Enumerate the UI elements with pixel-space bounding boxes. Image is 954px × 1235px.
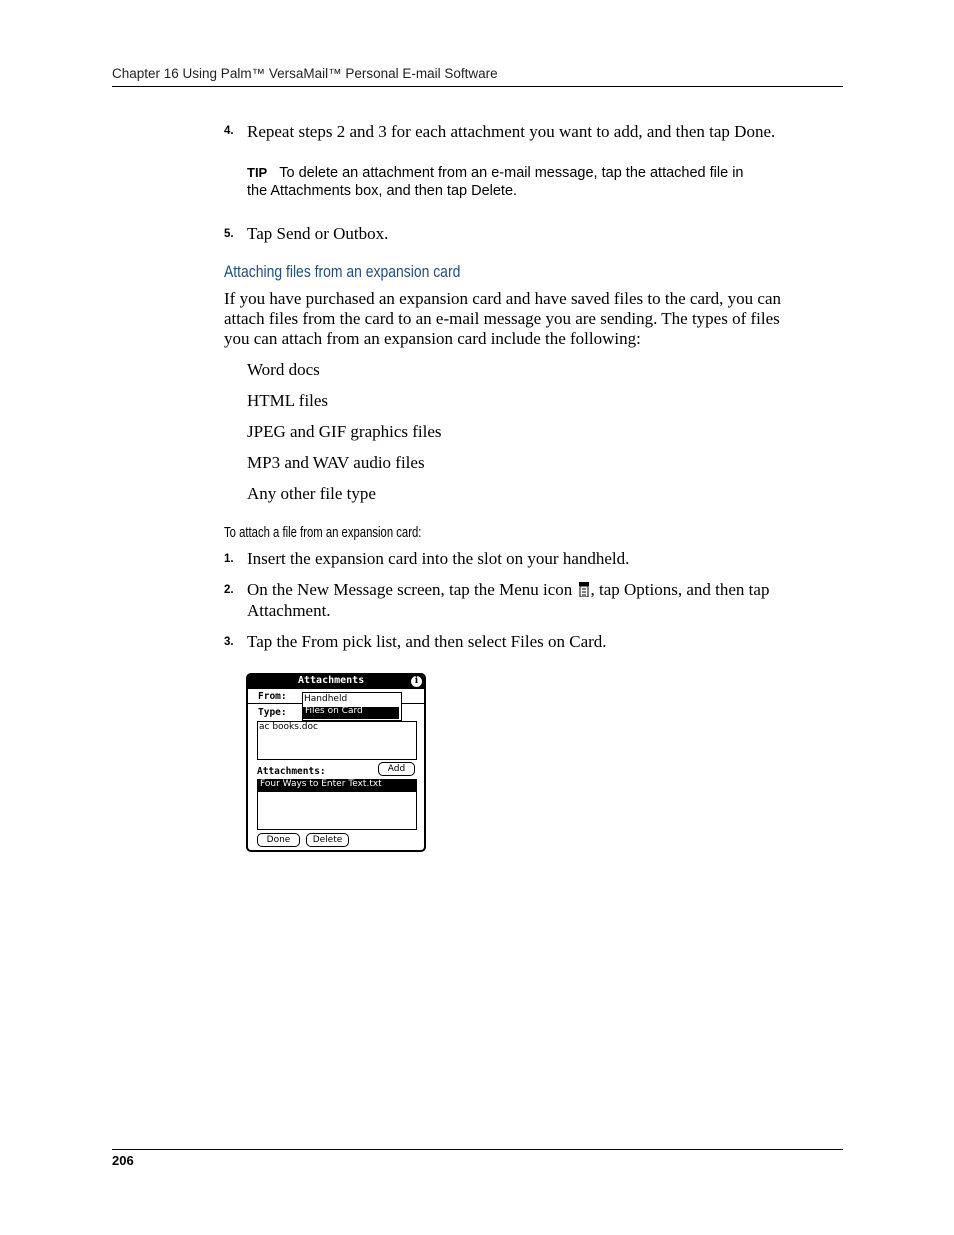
info-icon[interactable]: i bbox=[411, 676, 422, 687]
proc-step-3-number: 3. bbox=[224, 636, 234, 648]
proc-step-2-text-a: On the New Message screen, tap the Menu icon bbox=[247, 580, 573, 599]
done-button[interactable]: Done bbox=[257, 833, 300, 847]
proc-step-2-number: 2. bbox=[224, 584, 234, 596]
section-heading: Attaching files from an expansion card bbox=[224, 262, 461, 281]
attachment-list-item[interactable]: Four Ways to Enter Text.txt bbox=[260, 779, 382, 789]
tip-line-2: the Attachments box, and then tap Delete. bbox=[247, 183, 518, 199]
from-label: From: bbox=[258, 691, 287, 702]
file-type-item: MP3 and WAV audio files bbox=[247, 453, 425, 472]
page-number: 206 bbox=[112, 1153, 134, 1168]
file-type-item: Word docs bbox=[247, 360, 320, 379]
type-label: Type: bbox=[258, 707, 287, 718]
proc-step-1-text: Insert the expansion card into the slot on your handheld. bbox=[247, 549, 630, 568]
running-header: Chapter 16 Using Palm™ VersaMail™ Personal E-mail Software bbox=[112, 66, 498, 81]
menu-icon bbox=[579, 582, 589, 597]
proc-step-3-text: Tap the From pick list, and then select Files on Card. bbox=[247, 632, 607, 651]
attachments-screenshot bbox=[246, 673, 426, 852]
tip-label: TIP bbox=[247, 165, 268, 180]
intro-line-1: If you have purchased an expansion card and have saved files to the card, you can bbox=[224, 289, 781, 308]
screen-title: Attachments bbox=[298, 675, 365, 686]
tip-text-1: To delete an attachment from an e-mail message, tap the attached file in bbox=[279, 165, 744, 181]
proc-step-2-line-2: Attachment. bbox=[247, 601, 331, 620]
intro-line-3: you can attach from an expansion card include the following: bbox=[224, 329, 641, 348]
pick-list-option-handheld[interactable]: Handheld bbox=[304, 694, 348, 704]
file-type-item: HTML files bbox=[247, 391, 329, 410]
step-4-text: Repeat steps 2 and 3 for each attachment you want to add, and then tap Done. bbox=[247, 122, 776, 141]
pick-list-option-files-on-card[interactable]: Files on Card bbox=[305, 706, 363, 716]
add-button[interactable]: Add bbox=[378, 762, 415, 776]
file-type-item: Any other file type bbox=[247, 484, 376, 503]
step-5-number: 5. bbox=[224, 228, 234, 240]
file-type-item: JPEG and GIF graphics files bbox=[247, 422, 442, 441]
proc-step-2-line-1 bbox=[247, 579, 769, 600]
attachments-label: Attachments: bbox=[257, 766, 326, 777]
tip-line-1 bbox=[247, 163, 744, 184]
footer-rule bbox=[112, 1149, 843, 1150]
delete-button[interactable]: Delete bbox=[306, 833, 349, 847]
proc-step-1-number: 1. bbox=[224, 553, 234, 565]
file-list-item[interactable]: ac books.doc bbox=[259, 722, 318, 732]
header-rule bbox=[112, 86, 843, 87]
intro-paragraph bbox=[224, 289, 781, 349]
intro-line-2: attach files from the card to an e-mail message you are sending. The types of files bbox=[224, 309, 780, 328]
procedure-heading: To attach a file from an expansion card: bbox=[224, 525, 422, 541]
proc-step-2-text-b: , tap Options, and then tap bbox=[590, 580, 770, 599]
step-4-number: 4. bbox=[224, 125, 234, 137]
step-5-text: Tap Send or Outbox. bbox=[247, 224, 389, 243]
